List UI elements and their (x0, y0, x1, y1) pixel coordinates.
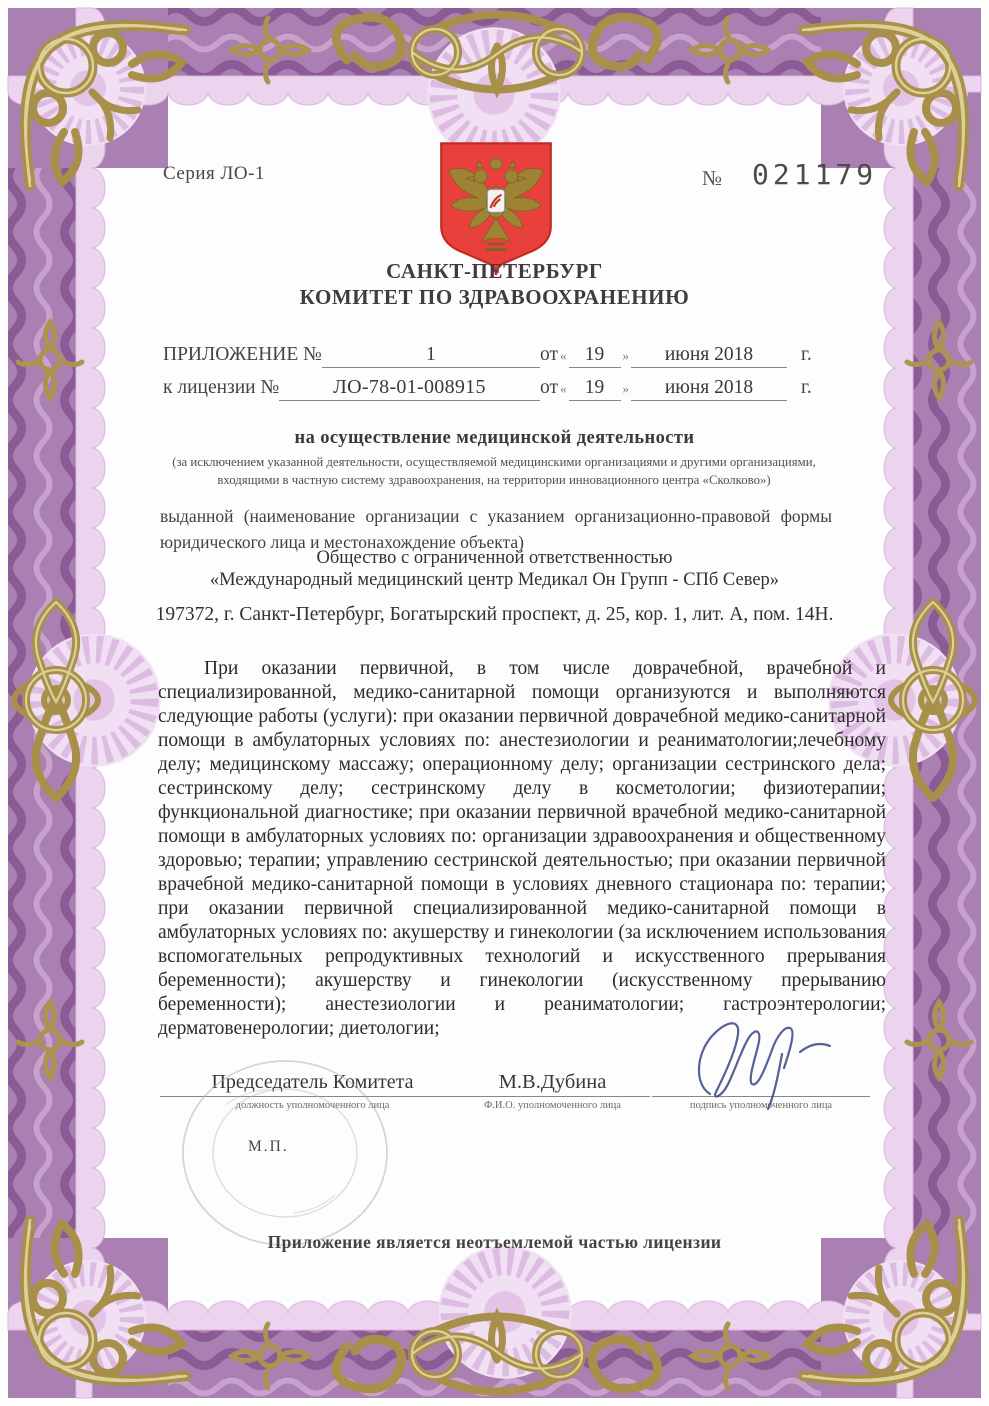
license-number-row (163, 376, 863, 401)
close-quote: » (622, 348, 630, 363)
year-suffix: г. (801, 344, 812, 365)
license-month-year-field: июня 2018 (631, 377, 787, 401)
license-label: к лицензии № (163, 377, 280, 398)
appendix-month-year-field: июня 2018 (631, 344, 787, 368)
document-number: 021179 (752, 158, 878, 191)
exclusion-note: (за исключением указанной деятельности, осуществляемой медицинскими организациями и другими организациями, входящими в частную систему здравоохранения, на территории инновационного центра «Сколково») (172, 455, 816, 487)
russia-coat-of-arms-icon (430, 139, 562, 277)
appendix-number-field: 1 (322, 344, 540, 368)
license-number-field: ЛО-78-01-008915 (279, 376, 540, 401)
signature-sign-column (652, 1058, 870, 1111)
activity-title: на осуществление медицинской деятельности (294, 428, 695, 448)
organization-name: «Международный медицинский центр Медикал Он Групп - СПб Север» (209, 570, 780, 590)
organization-form: Общество с ограниченной ответственностью (316, 548, 673, 568)
appendix-day-field: 19 (569, 344, 621, 368)
license-day-field: 19 (569, 377, 621, 401)
number-sign: № (702, 166, 723, 190)
footer-note: Приложение является неотъемлемой частью лицензии (267, 1232, 722, 1252)
open-quote: « (560, 381, 567, 396)
from-label: от (540, 344, 559, 365)
organization-address: 197372, г. Санкт-Петербург, Богатырский проспект, д. 25, кор. 1, лит. А, пом. 14Н. (155, 604, 834, 625)
signature-name-column (455, 1058, 650, 1111)
header-committee: КОМИТЕТ ПО ЗДРАВООХРАНЕНИЮ (299, 285, 690, 309)
from-label: от (540, 377, 559, 398)
handwritten-signature-icon (682, 1014, 842, 1109)
signer-position: Председатель Комитета (160, 1058, 465, 1097)
license-services-text: При оказании первичной, в том числе доврачебной, врачебной и специализированной, медико-санитарной помощи организуются и выполняются следующие работы (услуги): при оказании первичной доврачебной медико-санитарной помощи в амбулаторных условиях по: анестезиологии и реаниматологии;лечебному делу; медицинскому массажу; операционному делу; организации сестринского дела; сестринскому делу; сестринскому делу в косметологии; физиотерапии; функциональной диагностике; при оказании первичной врачебной медико-санитарной помощи в амбулаторных условиях по: организации здравоохранения и общественному здоровью; терапии; управлению сестринской деятельностью; при оказании первичной врачебной медико-санитарной помощи в условиях дневного стационара по: терапии; при оказании первичной специализированной медико-санитарной помощи в амбулаторных условиях по: акушерству и гинекологии (за исключением использования вспомогательных репродуктивных технологий и искусственного прерывания беременности); акушерству и гинекологии (искусственному прерыванию беременности); анестезиологии и реаниматологии; гастроэнтерологии; дерматовенерологии; диетологии; (158, 658, 886, 1039)
seal-place-label: М.П. (248, 1138, 289, 1155)
year-suffix: г. (801, 377, 812, 398)
appendix-number-row (163, 344, 863, 368)
position-caption: должность уполномоченного лица (235, 1100, 390, 1111)
open-quote: « (560, 348, 567, 363)
series-label: Серия ЛО-1 (163, 163, 265, 184)
signer-name: М.В.Дубина (455, 1058, 650, 1097)
issued-to-note: выданной (наименование организации с указанием организационно-правовой формы юридического лица и местонахождение объекта) (160, 506, 832, 552)
header-city: САНКТ-ПЕТЕРБУРГ (386, 259, 603, 283)
signature-line (652, 1058, 870, 1097)
document-title (0, 258, 989, 310)
close-quote: » (622, 381, 630, 396)
appendix-label: ПРИЛОЖЕНИЕ № (163, 344, 322, 365)
name-caption: Ф.И.О. уполномоченного лица (484, 1100, 621, 1111)
sign-caption: подпись уполномоченного лица (689, 1100, 833, 1111)
